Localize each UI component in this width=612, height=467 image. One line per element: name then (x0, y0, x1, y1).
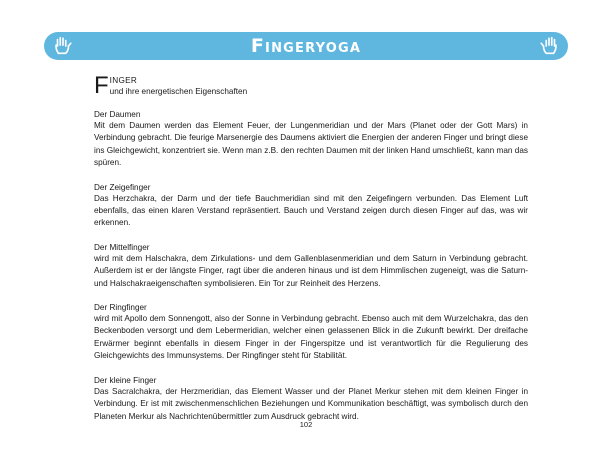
section-mittelfinger (94, 242, 528, 290)
page-number: 102 (299, 420, 313, 429)
heading-word: INGER (109, 76, 138, 85)
page-title: Fingeryoga (250, 35, 362, 57)
heading-text (110, 76, 247, 97)
section-title: Der Daumen (94, 110, 141, 119)
section-daumen (94, 109, 528, 170)
section-title: Der kleine Finger (94, 375, 157, 385)
section-text: wird mit Apollo dem Sonnengott, also der Sonne in Verbindung gebracht. Ebenso auch mit dem Wurzelchakra, das den Beckenboden versorgt und dem Lebermeridian, welcher einen gelassenen Blick in die Zukunft bewirkt. Der dreifache Erwärmer beginnt ebenfalls in diesem Finger in der Fingerspitze und ist verantwortlich für die Regulierung des Gleichgewichts des Immunsystems. Der Ringfinger steht für Stabilität. (94, 314, 528, 361)
section-text: Das Herzchakra, der Darm und der tiefe Bauchmeridian sind mit den Zeigefingern verbunden. Das Element Luft ebenfalls, das einen klaren Verstand repräsentiert. Bauch und Verstand zeigen durch diesen Finger auf das, was wir erkennen. (94, 193, 528, 228)
heading-subtitle: und ihre energetischen Eigenschaften (109, 86, 248, 96)
section-kleiner-finger (94, 375, 528, 423)
section-title: Der Zeigefinger (94, 182, 151, 192)
article-body (94, 72, 528, 435)
section-text: wird mit dem Halschakra, dem Zirkulations- und dem Gallenblasenmeridian und dem Saturn in Verbindung gebracht. Außerdem ist er der längste Finger, ragt über die anderen hinaus und ist dem Himmlischen zugeneigt, was die Saturn- und Halschakraeigenschaften symbolisieren. Ein Tor zur Reinheit des Herzens. (94, 253, 528, 288)
drop-cap: F (94, 72, 109, 99)
title-banner (44, 32, 568, 60)
hand-icon (538, 35, 560, 57)
section-zeigefinger (94, 182, 528, 230)
section-title: Der Mittelfinger (94, 242, 150, 252)
article-heading (94, 72, 528, 99)
section-ringfinger (94, 302, 528, 363)
section-text: Das Sacralchakra, der Herzmeridian, das Element Wasser und der Planet Merkur stehen mit dem kleinen Finger in Verbindung. Er ist mit zwischenmenschlichen Beziehungen und Kommunikation beschäftigt, was symbolisch durch den Planeten Merkur als Nachrichtenübermittler zum Ausdruck gebracht wird. (94, 386, 528, 421)
hand-icon (52, 35, 74, 57)
section-text: Mit dem Daumen werden das Element Feuer, der Lungenmeridian und der Mars (Planet oder der Gott Mars) in Verbindung gebracht. Die feurige Marsenergie des Daumens aktiviert die Energien der anderen Finger und bringt diese ins Gleichgewicht, konzentriert sie. Wenn man z.B. den rechten Daumen mit der linken Hand umschließt, kann man das spüren. (94, 121, 528, 168)
section-title: Der Ringfinger (94, 303, 147, 313)
